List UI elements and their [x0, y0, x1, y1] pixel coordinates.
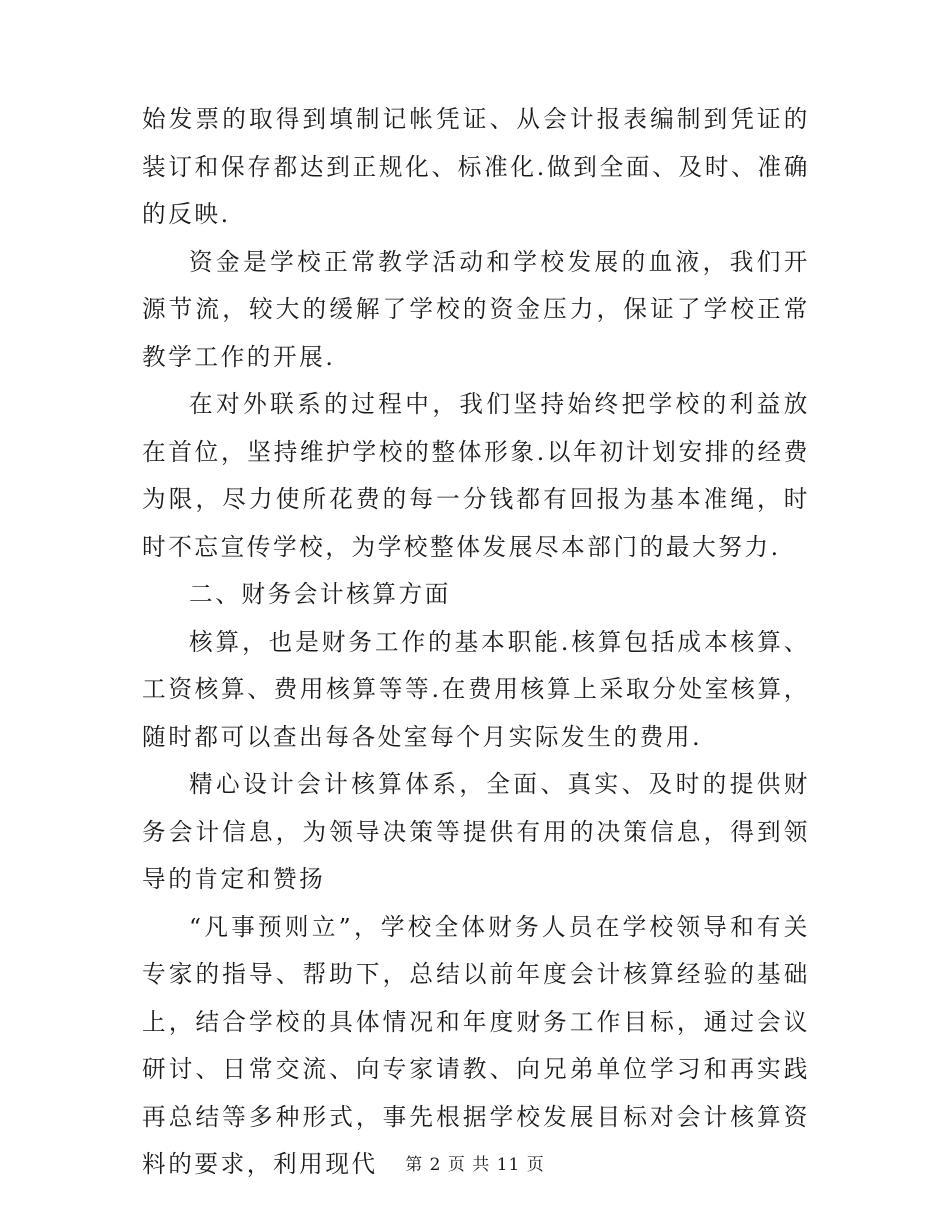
page-number-footer: 第 2 页 共 11 页: [405, 1155, 545, 1175]
document-body: [142, 96, 810, 1189]
paragraph: 在对外联系的过程中，我们坚持始终把学校的利益放在首位，坚持维护学校的整体形象.以年初计划安排的经费为限，尽力使所花费的每一分钱都有回报为基本准绳，时时不忘宣传学校，为学校整体发展尽本部门的最大努力.: [142, 390, 810, 561]
paragraph: 精心设计会计核算体系，全面、真实、及时的提供财务会计信息，为领导决策等提供有用的决策信息，得到领导的肯定和赞扬: [142, 770, 810, 893]
paragraph: 资金是学校正常教学活动和学校发展的血液，我们开源节流，较大的缓解了学校的资金压力，保证了学校正常教学工作的开展.: [142, 247, 810, 371]
paragraph: 核算，也是财务工作的基本职能.核算包括成本核算、工资核算、费用核算等等.在费用核算上采取分处室核算，随时都可以查出每各处室每个月实际发生的费用.: [142, 627, 810, 751]
paragraph: 始发票的取得到填制记帐凭证、从会计报表编制到凭证的装订和保存都达到正规化、标准化.做到全面、及时、准确的反映.: [142, 105, 810, 228]
section-heading: 二、财务会计核算方面: [189, 580, 451, 608]
paragraph: “凡事预则立”，学校全体财务人员在学校领导和有关专家的指导、帮助下，总结以前年度会计核算经验的基础上，结合学校的具体情况和年度财务工作目标，通过会议研讨、日常交流、向专家请教、向兄弟单位学习和再实践再总结等多种形式，事先根据学校发展目标对会计核算资料的要求，利用现代: [142, 912, 810, 1178]
